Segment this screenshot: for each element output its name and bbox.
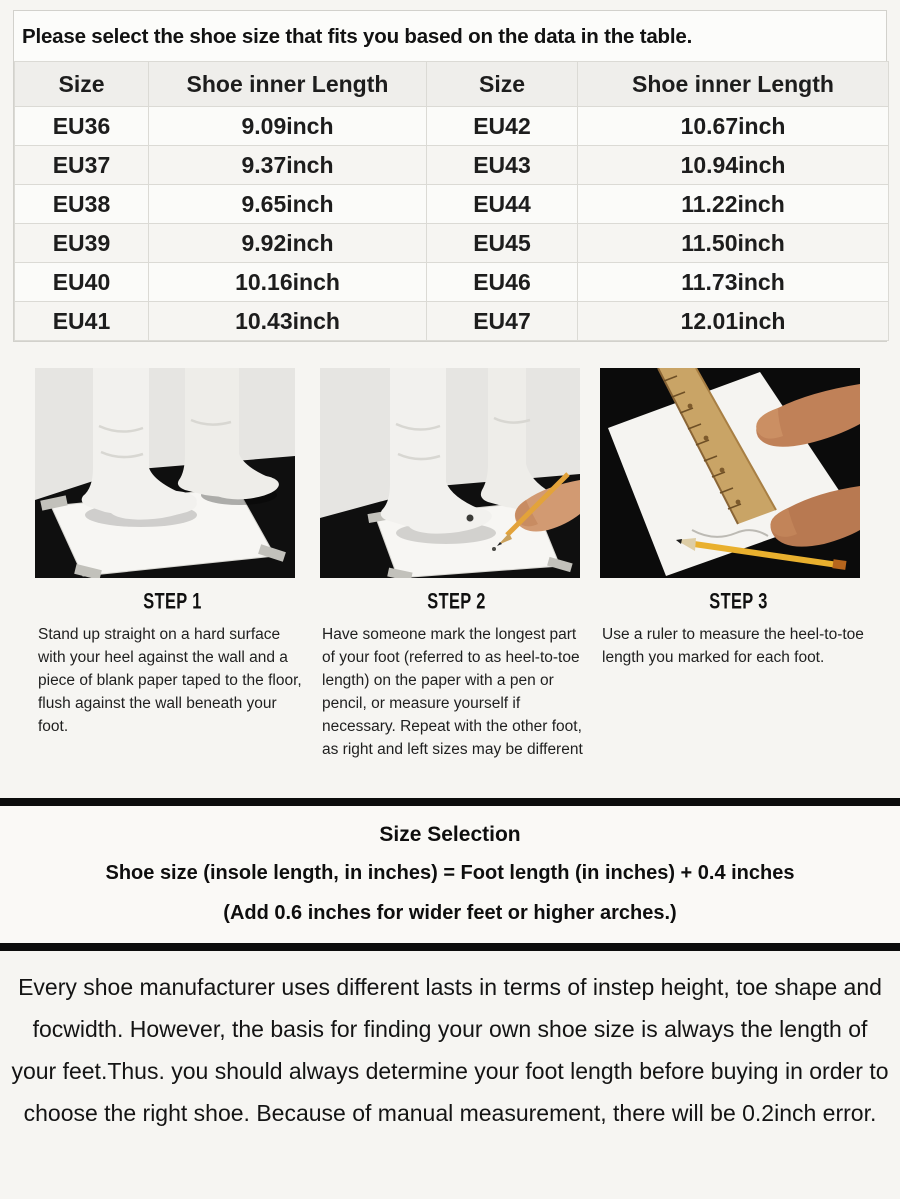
step2-block — [322, 590, 590, 761]
size-cell: EU40 — [15, 263, 149, 302]
size-cell: EU39 — [15, 224, 149, 263]
header-row — [15, 62, 889, 107]
step3-description: Use a ruler to measure the heel-to-toe length you marked for each foot. — [602, 626, 864, 666]
size-table — [14, 61, 889, 341]
length-cell: 11.73inch — [578, 263, 889, 302]
table-row — [15, 302, 889, 341]
length-cell: 10.67inch — [578, 107, 889, 146]
length-cell: 9.65inch — [149, 185, 427, 224]
size-selection-formula: Shoe size (insole length, in inches) = Foot length (in inches) + 0.4 inches — [105, 862, 795, 884]
size-cell: EU44 — [427, 185, 578, 224]
step1-photo — [35, 368, 295, 578]
divider-bar-top — [0, 798, 900, 806]
length-cell: 12.01inch — [578, 302, 889, 341]
size-cell: EU37 — [15, 146, 149, 185]
size-cell: EU45 — [427, 224, 578, 263]
size-selection-content — [0, 806, 900, 943]
table-row — [15, 224, 889, 263]
size-cell: EU47 — [427, 302, 578, 341]
col-header-length-right: Shoe inner Length — [578, 62, 889, 107]
step3-label: STEP 3 — [708, 589, 768, 614]
length-cell: 9.09inch — [149, 107, 427, 146]
table-row — [15, 185, 889, 224]
size-cell: EU36 — [15, 107, 149, 146]
manufacturer-note: Every shoe manufacturer uses different lasts in terms of instep height, toe shape and focwidth. However, the basis for finding your own shoe size is always the length of your feet.Thus. you should always determine your foot length before buying in order to choose the right shoe. Because of manual measurement, there will be 0.2inch error. — [11, 974, 889, 1126]
length-cell: 10.16inch — [149, 263, 427, 302]
length-cell: 11.22inch — [578, 185, 889, 224]
step3-photo — [600, 368, 860, 578]
length-cell: 10.94inch — [578, 146, 889, 185]
col-header-length-left: Shoe inner Length — [149, 62, 427, 107]
size-cell: EU46 — [427, 263, 578, 302]
size-selection-title: Size Selection — [379, 823, 521, 846]
length-cell: 10.43inch — [149, 302, 427, 341]
table-row — [15, 263, 889, 302]
step3-block — [602, 590, 874, 669]
step1-description: Stand up straight on a hard surface with your heel against the wall and a piece of blank paper taped to the floor, flush against the wall beneath your foot. — [38, 626, 302, 735]
length-cell: 9.37inch — [149, 146, 427, 185]
size-cell: EU42 — [427, 107, 578, 146]
length-cell: 9.92inch — [149, 224, 427, 263]
size-selection-note: (Add 0.6 inches for wider feet or higher arches.) — [223, 902, 677, 924]
size-table-section — [13, 10, 887, 342]
size-cell: EU38 — [15, 185, 149, 224]
table-row — [15, 107, 889, 146]
divider-bar-bottom — [0, 943, 900, 951]
col-header-size-left: Size — [15, 62, 149, 107]
size-cell: EU41 — [15, 302, 149, 341]
size-selection-section — [0, 798, 900, 951]
step1-block — [38, 590, 306, 738]
col-header-size-right: Size — [427, 62, 578, 107]
step1-label: STEP 1 — [142, 589, 202, 614]
step2-label: STEP 2 — [426, 589, 486, 614]
size-table-body — [15, 107, 889, 341]
length-cell: 11.50inch — [578, 224, 889, 263]
page-title: Please select the shoe size that fits you based on the data in the table. — [22, 25, 693, 48]
size-cell: EU43 — [427, 146, 578, 185]
step2-description: Have someone mark the longest part of your foot (referred to as heel-to-toe length) on the paper with a pen or pencil, or measure yourself if necessary. Repeat with the other foot, as right and left sizes may be different — [322, 626, 583, 758]
step2-photo — [320, 368, 580, 578]
size-table-header — [15, 62, 889, 107]
table-row — [15, 146, 889, 185]
